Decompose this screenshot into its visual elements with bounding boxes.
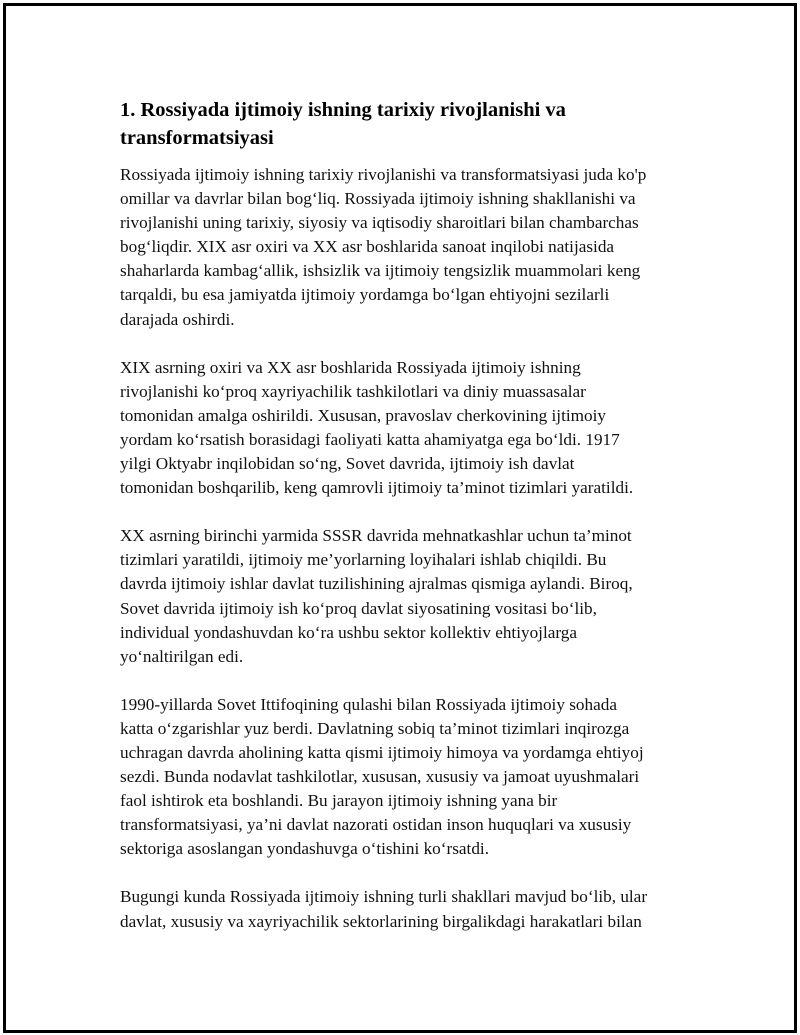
section-heading: 1. Rossiyada ijtimoiy ishning tarixiy rivojlanishi va transformatsiyasi [120,99,566,149]
paragraph-1: Rossiyada ijtimoiy ishning tarixiy rivojlanishi va transformatsiyasi juda ko'p omillar va davrlar bilan bog‘liq. Rossiyada ijtimoiy ishning shakllanishi va rivojlanishi uning tarixiy, siyosiy va iqtisodiy sharoitlari bilan chambarchas bog‘liqdir. XIX asr oxiri va XX asr boshlarida sanoat inqilobi natijasida shaharlarda kambag‘allik, ishsizlik va ijtimoiy tengsizlik muammolari keng tarqaldi, bu esa jamiyatda ijtimoiy yordamga bo‘lgan ehtiyojni sezilarli darajada oshirdi. [120,165,647,329]
paragraph-3: XX asrning birinchi yarmida SSSR davrida mehnatkashlar uchun ta’minot tizimlari yaratildi, ijtimoiy me’yorlarning loyihalari ishlab chiqildi. Bu davrda ijtimoiy ishlar davlat tuzilishining ajralmas qismiga aylandi. Biroq, Sovet davrida ijtimoiy ish ko‘proq davlat siyosatining vositasi bo‘lib, individual yondashuvdan ko‘ra ushbu sektor kollektiv ehtiyojlarga yo‘naltirilgan edi. [120,526,633,666]
paragraph-2: XIX asrning oxiri va XX asr boshlarida Rossiyada ijtimoiy ishning rivojlanishi ko‘proq xayriyachilik tashkilotlari va diniy muassasalar tomonidan amalga oshirildi. Xususan, pravoslav cherkovining ijtimoiy yordam ko‘rsatish borasidagi faoliyati katta ahamiyatga ega bo‘ldi. 1917 yilgi Oktyabr inqilobidan so‘ng, Sovet davrida, ijtimoiy ish davlat tomonidan boshqarilib, keng qamrovli ijtimoiy ta’minot tizimlari yaratildi. [120,357,634,498]
paragraph-5: Bugungi kunda Rossiyada ijtimoiy ishning turli shakllari mavjud bo‘lib, ular davlat, xususiy va xayriyachilik sektorlarining birgalikdagi harakatlari bilan [120,887,648,931]
paragraph-4: 1990-yillarda Sovet Ittifoqining qulashi bilan Rossiyada ijtimoiy sohada katta o‘zgarishlar yuz berdi. Davlatning sobiq ta’minot tizimlari inqirozga uchragan davrda aholining katta qismi ijtimoiy himoya va yordamga ehtiyoj sezdi. Bunda nodavlat tashkilotlar, xususan, xususiy va jamoat uyushmalari faol ishtirok eta boshlandi. Bu jarayon ijtimoiy ishning yana bir transformatsiyasi, ya’ni davlat nazorati ostidan inson huquqlari va xususiy sektoriga asoslangan yondashuvga o‘tishini ko‘rsatdi. [120,694,644,859]
document-body [120,96,700,958]
page-frame [3,3,797,1033]
